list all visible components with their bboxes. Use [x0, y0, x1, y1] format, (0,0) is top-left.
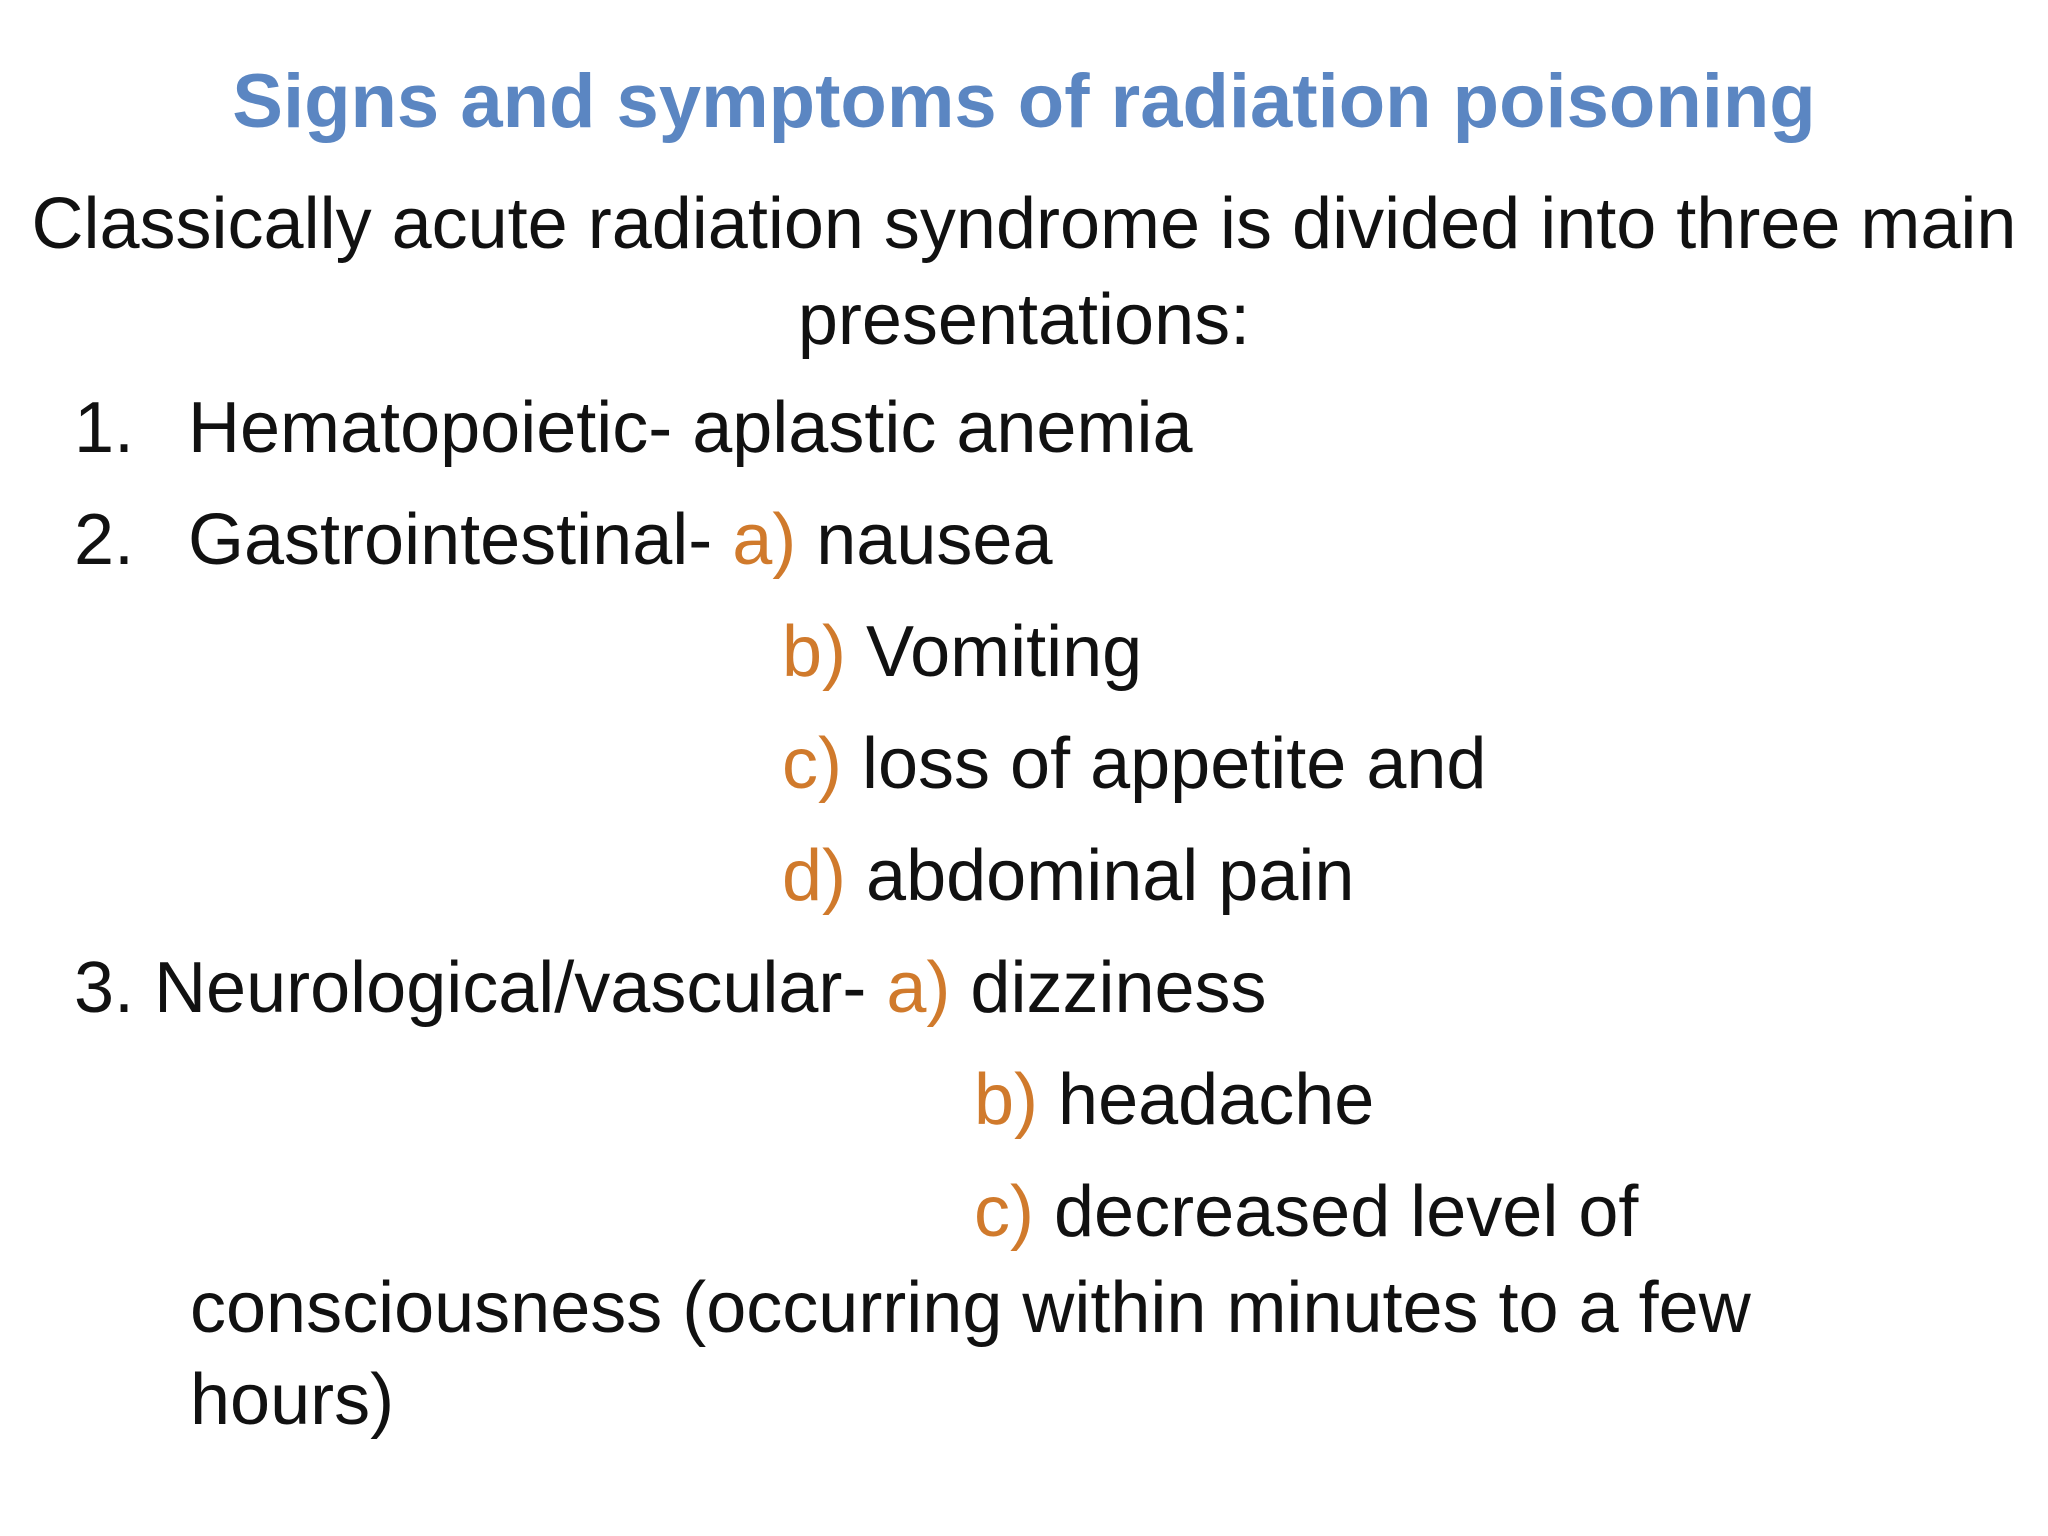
- subitem-text: decreased level of: [1054, 1172, 1639, 1252]
- subitem-3c: [974, 1172, 1639, 1252]
- list-item-1: [74, 388, 1193, 468]
- subitem-text: abdominal pain: [866, 836, 1355, 916]
- subitem-2d: [782, 836, 1355, 916]
- subitem-marker: a): [732, 500, 797, 580]
- subitem-marker: b): [782, 612, 847, 692]
- list-number: 2.: [74, 500, 135, 580]
- subitem-marker: a): [886, 948, 951, 1028]
- list-item-3: [74, 948, 1267, 1028]
- subitem-text: Vomiting: [866, 612, 1143, 692]
- list-item-label: Gastrointestinal-: [188, 500, 733, 580]
- subitem-text: headache: [1058, 1060, 1375, 1140]
- subitem-3b: [974, 1060, 1375, 1140]
- subitem-marker: b): [974, 1060, 1039, 1140]
- subitem-text: dizziness: [970, 948, 1267, 1028]
- subitem-3c-continuation: consciousness (occurring within minutes to a few hours): [190, 1268, 1751, 1440]
- subitem-2b: [782, 612, 1143, 692]
- subitem-text: loss of appetite and: [862, 724, 1487, 804]
- subitem-2c: [782, 724, 1487, 804]
- list-item-label: Hematopoietic- aplastic anemia: [188, 388, 1193, 468]
- subitem-marker: d): [782, 836, 847, 916]
- subitem-marker: c): [782, 724, 842, 804]
- intro-text: Classically acute radiation syndrome is divided into three main presentations:: [31, 184, 2017, 360]
- list-item-2: [74, 500, 1053, 580]
- slide-title: Signs and symptoms of radiation poisoning: [232, 59, 1816, 144]
- list-number: 1.: [74, 388, 135, 468]
- list-number: 3.: [74, 948, 135, 1028]
- subitem-text: nausea: [816, 500, 1053, 580]
- list-item-label: Neurological/vascular-: [154, 948, 887, 1028]
- subitem-marker: c): [974, 1172, 1034, 1252]
